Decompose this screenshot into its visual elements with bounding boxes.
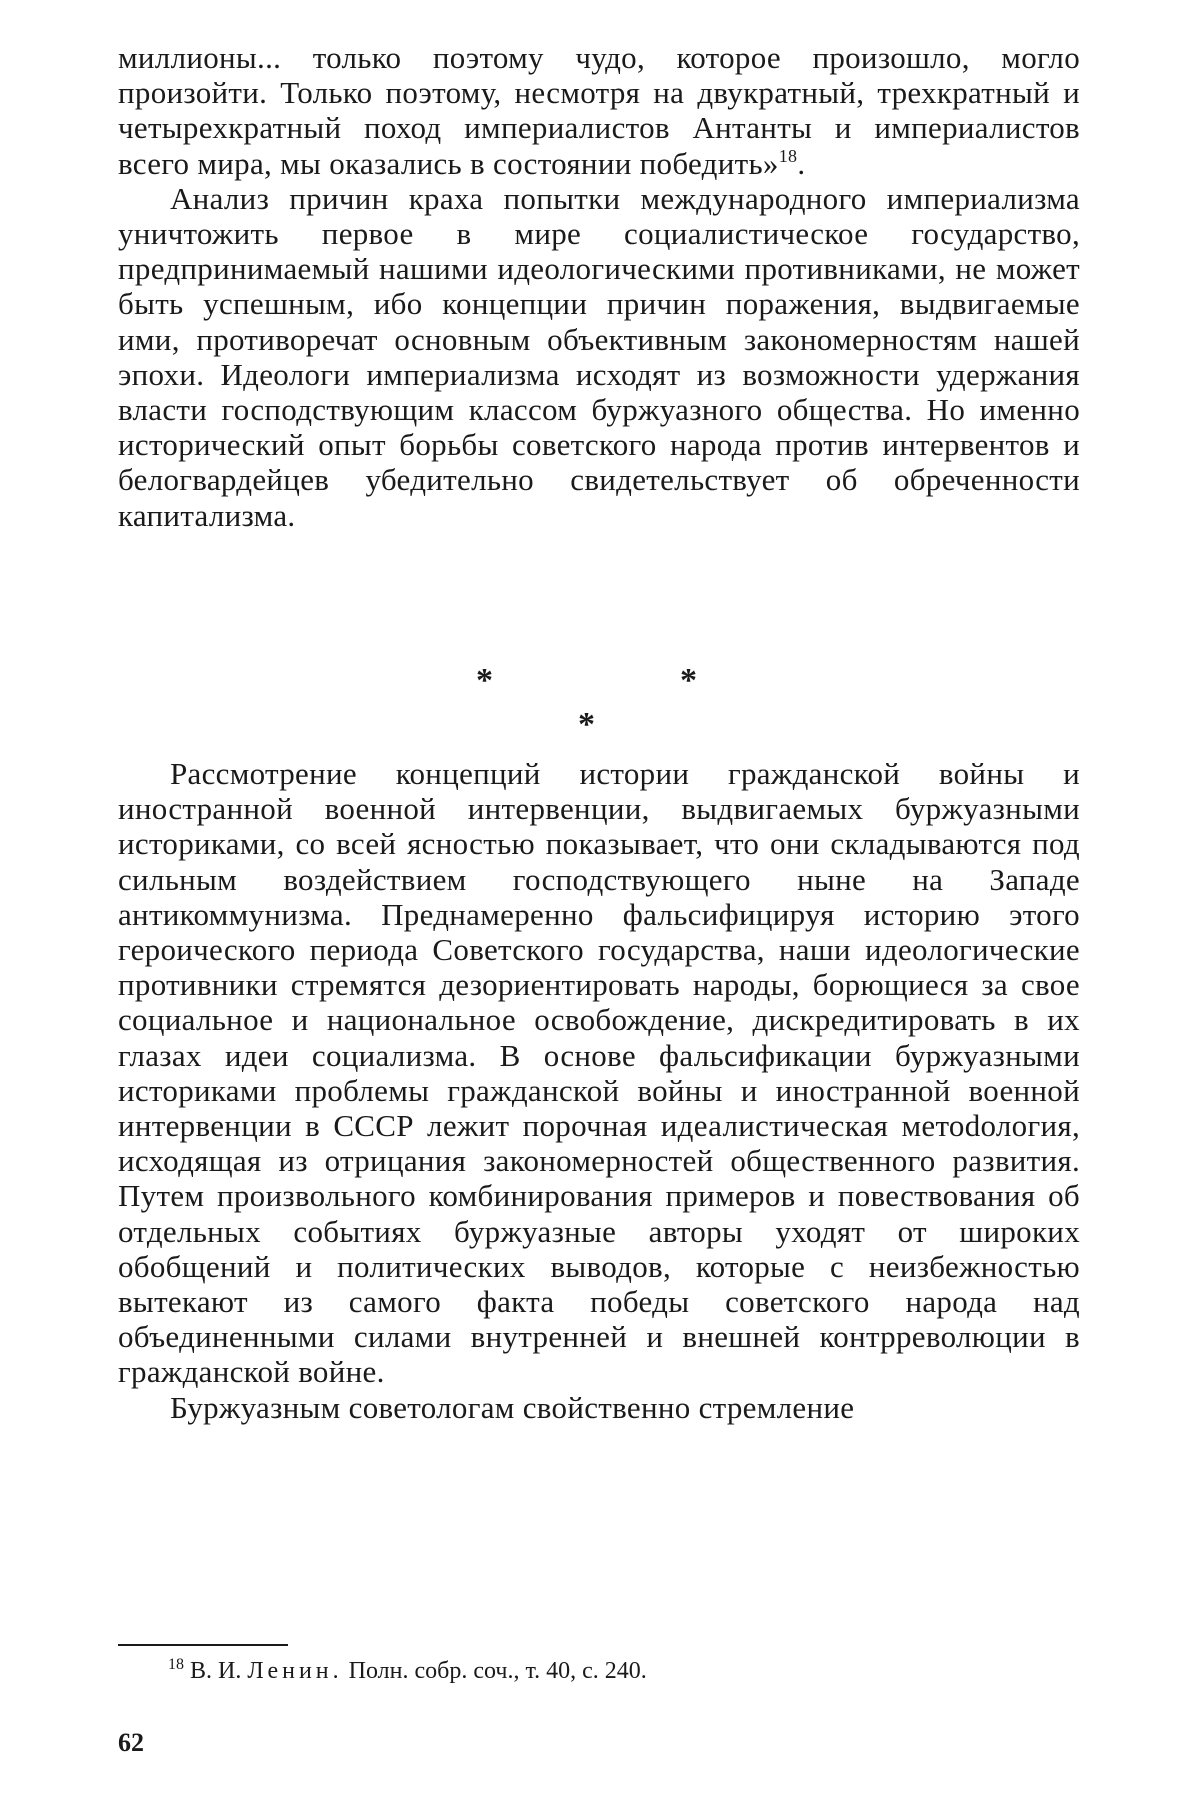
- section-separator-asterisk-right: *: [680, 662, 697, 699]
- paragraph-concepts-review: Рассмотрение концепций истории гражданской войны и иностранной военной интервенции, выдвигаемых буржуазными историками, со всей ясностью показывает, что они складываются под сильным воздействием господствующего ныне на Западе антикоммунизма. Преднамеренно фальсифицируя историю этого героического периода Советского государства, наши идеологические противники стремятся дезориентировать народы, борющиеся за свое социальное и национальное освобождение, дискредитировать в их глазах идеи социализма. В основе фальсификации буржуазными историками проблемы гражданской войны и иностранной военной интервенции в СССР лежит порочная идеалистическая метоdология, исходящая из отрицания закономерностей общественного развития. Путем произвольного комбинирования примеров и повествования об отдельных событиях буржуазные авторы уходят от широких обобщений и политических выводов, которые с неизбежностью вытекают из самого факта победы советского народа над объединенными силами внутренней и внешней контрреволюции в гражданской войне.: [118, 756, 1080, 1390]
- footnote-author-surname: Ленин.: [247, 1658, 343, 1684]
- footnote-divider: [118, 1644, 288, 1646]
- text-block-top: [118, 40, 1080, 533]
- footnote-number: 18: [168, 1656, 184, 1673]
- paragraph-lenin-quote-end: [118, 40, 1080, 181]
- footnote-reference: 18: [778, 145, 798, 166]
- quote-text: миллионы... только поэтому чудо, которое произошло, могло произойти. Только поэтому, несмотря на двукратный, трехкратный и четырехкратный поход империалистов Антанты и империалистов всего мира, мы оказались в состоянии победить»: [118, 40, 1080, 181]
- quote-tail: .: [797, 145, 806, 181]
- page-number: 62: [118, 1728, 144, 1757]
- paragraph-sovietologists: Буржуазным советологам свойственно стремление: [170, 1389, 855, 1425]
- footnote: [168, 1656, 647, 1686]
- section-separator-asterisk-bottom: *: [578, 706, 595, 743]
- section-separator-asterisk-left: *: [476, 662, 493, 699]
- footnote-author-initials: В. И.: [190, 1658, 242, 1684]
- paragraph-analysis: Анализ причин краха попытки международного империализма уничтожить первое в мире социалистическое государство, предпринимаемый нашими идеологическими противниками, не может быть успешным, ибо концепции причин поражения, выдвигаемые ими, противоречат основным объективным закономерностям нашей эпохи. Идеологи империализма исходят из возможности удержания власти господствующим классом буржуазного общества. Но именно исторический опыт борьбы советского народа против интервентов и белогвардейцев убедительно свидетельствует об обреченности капитализма.: [118, 180, 1080, 533]
- text-block-bottom: [118, 756, 1080, 1425]
- footnote-source: Полн. собр. соч., т. 40, с. 240.: [348, 1658, 647, 1684]
